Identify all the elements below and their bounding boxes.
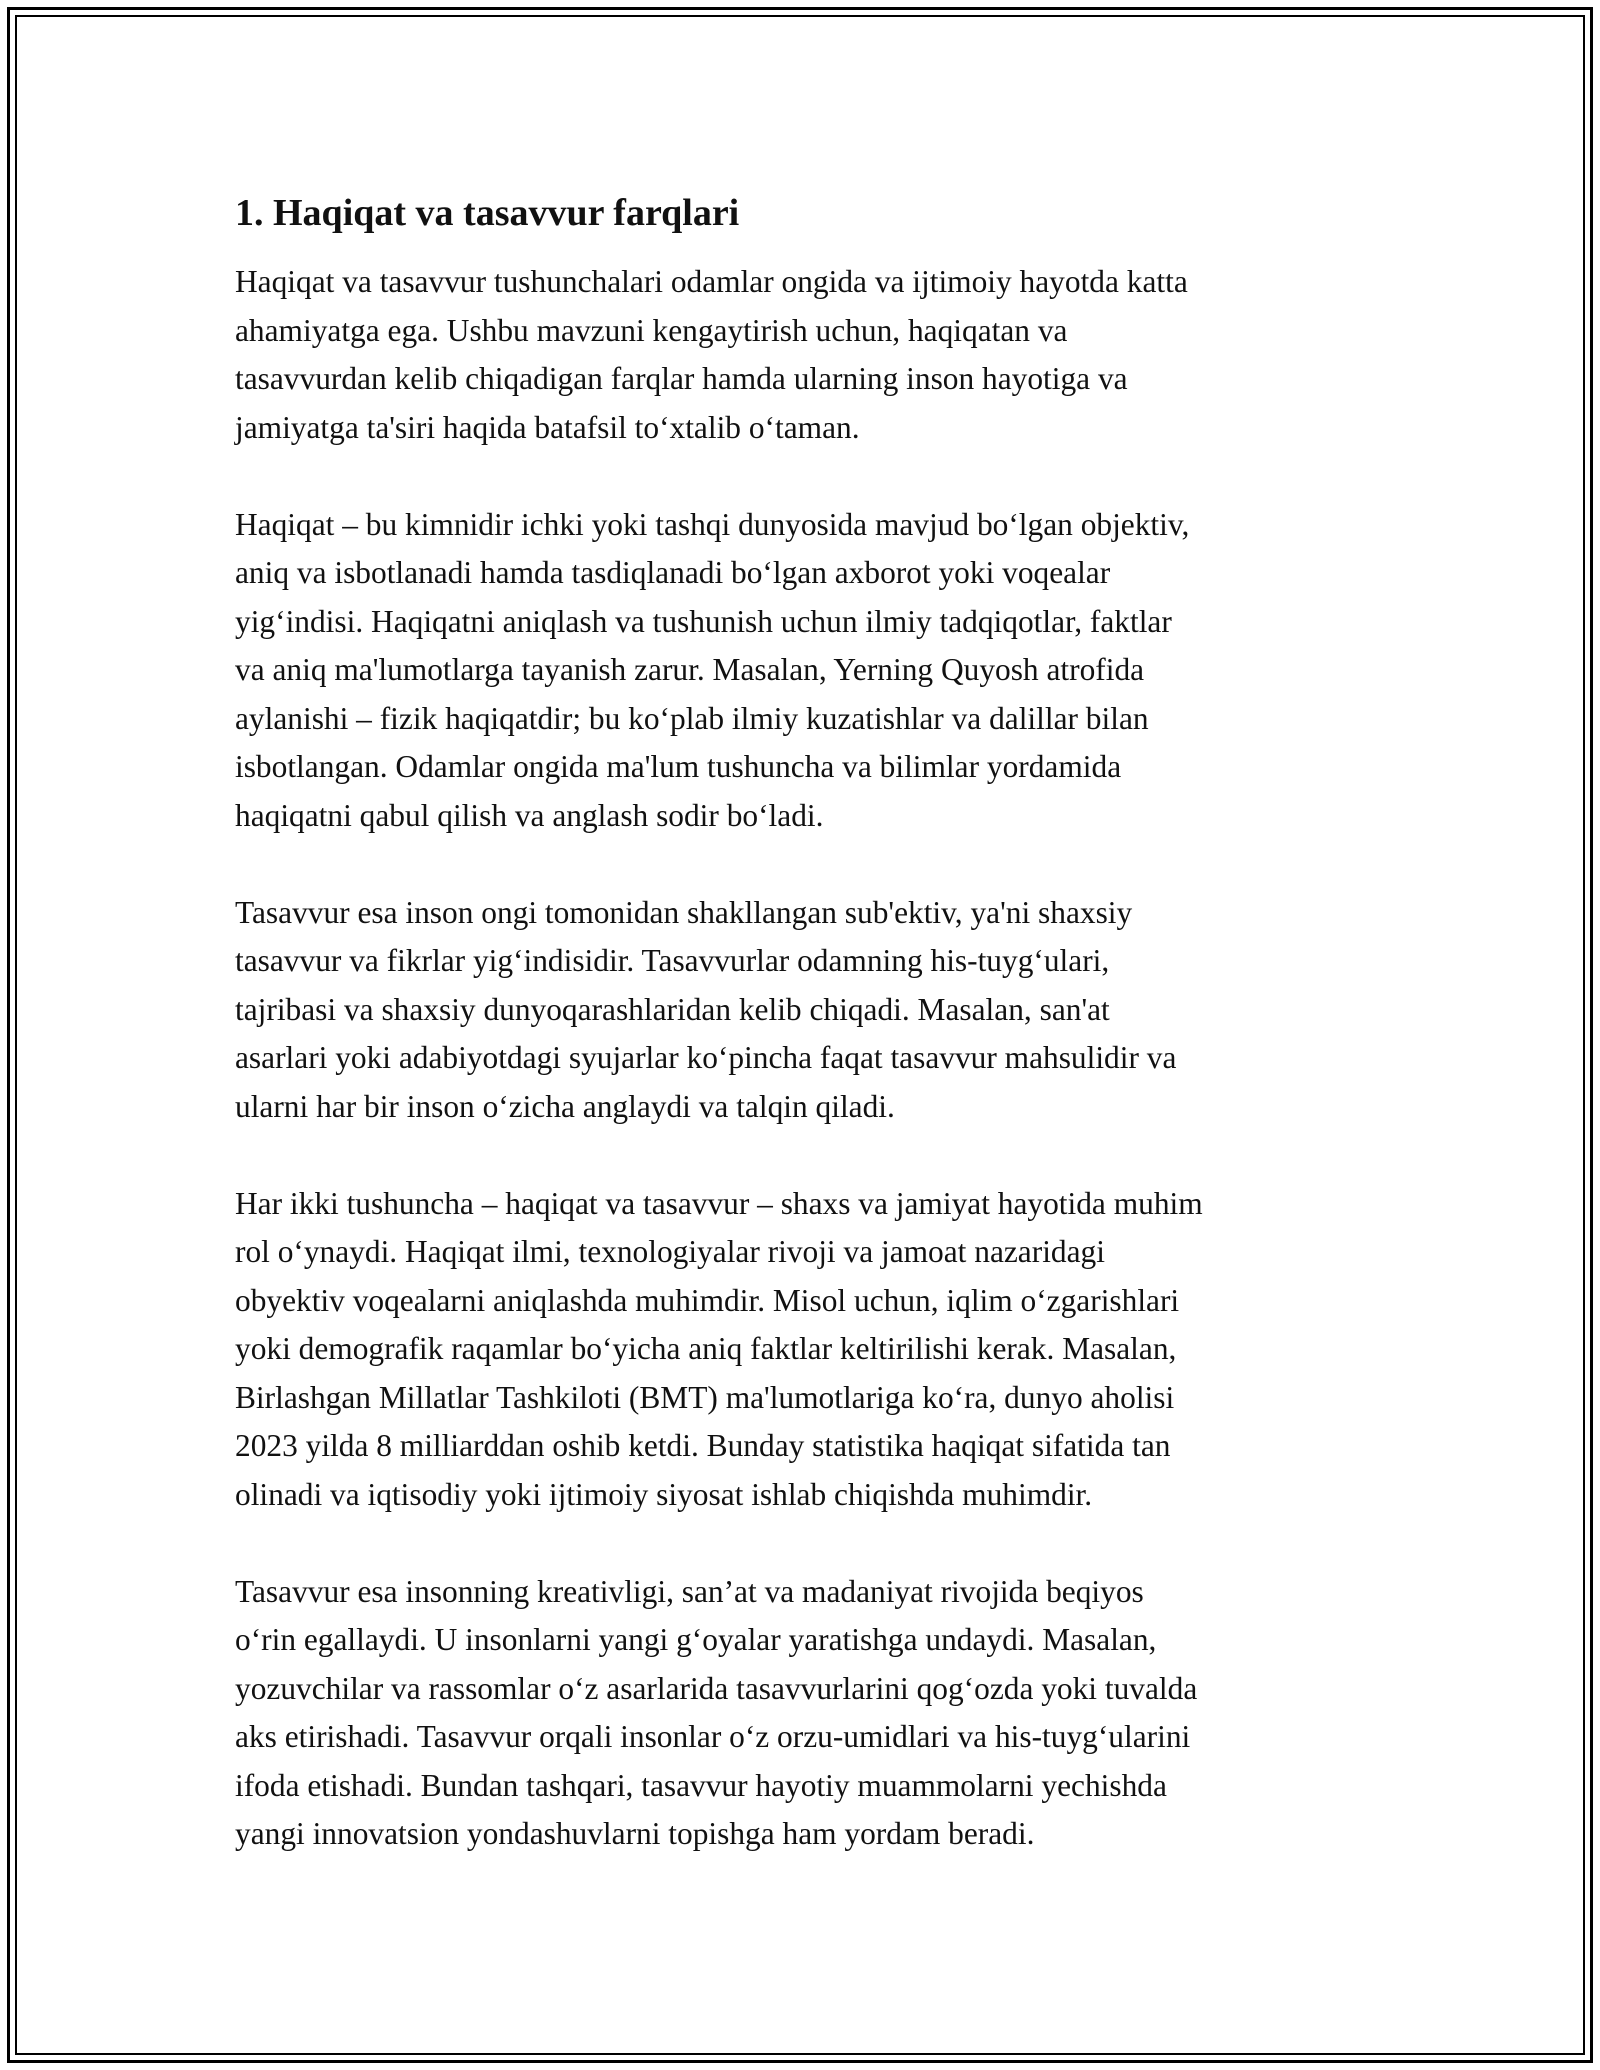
paragraph-line: Birlashgan Millatlar Tashkiloti (BMT) ma'lumotlariga ko‘ra, dunyo aholisi [235,1379,1175,1415]
paragraph-kreativlik [235,1568,1385,1859]
paragraph-line: Tasavvur esa inson ongi tomonidan shakllangan sub'ektiv, ya'ni shaxsiy [235,894,1133,930]
paragraph-line: va aniq ma'lumotlarga tayanish zarur. Masalan, Yerning Quyosh atrofida [235,652,1145,687]
section-heading: 1. Haqiqat va tasavvur farqlari [235,192,740,234]
paragraph-line: rol o‘ynaydi. Haqiqat ilmi, texnologiyalar rivoji va jamoat nazaridagi [235,1234,1105,1269]
document-body [235,188,1385,1907]
paragraph-line: o‘rin egallaydi. U insonlarni yangi g‘oyalar yaratishga undaydi. Masalan, [235,1622,1157,1657]
paragraph-line: Haqiqat va tasavvur tushunchalari odamlar ongida va ijtimoiy hayotda katta [235,264,1188,299]
paragraph-line: Haqiqat – bu kimnidir ichki yoki tashqi dunyosida mavjud bo‘lgan objektiv, [235,506,1190,542]
paragraph-har-ikki [235,1180,1385,1520]
paragraph-line: aniq va isbotlanadi hamda tasdiqlanadi bo‘lgan axborot yoki voqealar [235,555,1111,590]
paragraph-line: yoki demografik raqamlar bo‘yicha aniq faktlar keltirilishi kerak. Masalan, [235,1331,1177,1366]
paragraph-line: olinadi va iqtisodiy yoki ijtimoiy siyosat ishlab chiqishda muhimdir. [235,1476,1093,1512]
paragraph-haqiqat [235,501,1385,841]
paragraph-line: yig‘indisi. Haqiqatni aniqlash va tushunish uchun ilmiy tadqiqotlar, faktlar [235,603,1172,639]
paragraph-line: jamiyatga ta'siri haqida batafsil to‘xtalib o‘taman. [235,409,860,445]
paragraph-line: ahamiyatga ega. Ushbu mavzuni kengaytirish uchun, haqiqatan va [235,312,1068,348]
paragraph-line: aylanishi – fizik haqiqatdir; bu ko‘plab ilmiy kuzatishlar va dalillar bilan [235,700,1149,736]
paragraph-line: ifoda etishadi. Bundan tashqari, tasavvur hayotiy muammolarni yechishda [235,1767,1167,1803]
paragraph-intro [235,258,1385,452]
paragraph-line: Tasavvur esa insonning kreativligi, san’at va madaniyat rivojida beqiyos [235,1573,1144,1609]
paragraph-line: obyektiv voqealarni aniqlashda muhimdir. Misol uchun, iqlim o‘zgarishlari [235,1282,1180,1318]
paragraph-line: ularni har bir inson o‘zicha anglaydi va talqin qiladi. [235,1088,895,1124]
paragraph-line: yangi innovatsion yondashuvlarni topishga ham yordam beradi. [235,1816,1035,1851]
paragraph-tasavvur [235,889,1385,1132]
paragraph-line: tasavvur va fikrlar yig‘indisidir. Tasavvurlar odamning his-tuyg‘ulari, [235,943,1110,978]
paragraph-line: tajribasi va shaxsiy dunyoqarashlaridan kelib chiqadi. Masalan, san'at [235,991,1110,1027]
paragraph-line: asarlari yoki adabiyotdagi syujarlar ko‘pincha faqat tasavvur mahsulidir va [235,1040,1177,1075]
paragraph-line: yozuvchilar va rassomlar o‘z asarlarida tasavvurlarini qog‘ozda yoki tuvalda [235,1670,1198,1706]
paragraph-line: 2023 yilda 8 milliarddan oshib ketdi. Bunday statistika haqiqat sifatida tan [235,1428,1171,1463]
paragraph-line: tasavvurdan kelib chiqadigan farqlar hamda ularning inson hayotiga va [235,361,1128,396]
paragraph-line: isbotlangan. Odamlar ongida ma'lum tushuncha va bilimlar yordamida [235,749,1122,784]
paragraph-line: Har ikki tushuncha – haqiqat va tasavvur – shaxs va jamiyat hayotida muhim [235,1185,1203,1221]
paragraph-line: aks etirishadi. Tasavvur orqali insonlar o‘z orzu-umidlari va his-tuyg‘ularini [235,1719,1191,1754]
paragraph-line: haqiqatni qabul qilish va anglash sodir bo‘ladi. [235,797,824,833]
